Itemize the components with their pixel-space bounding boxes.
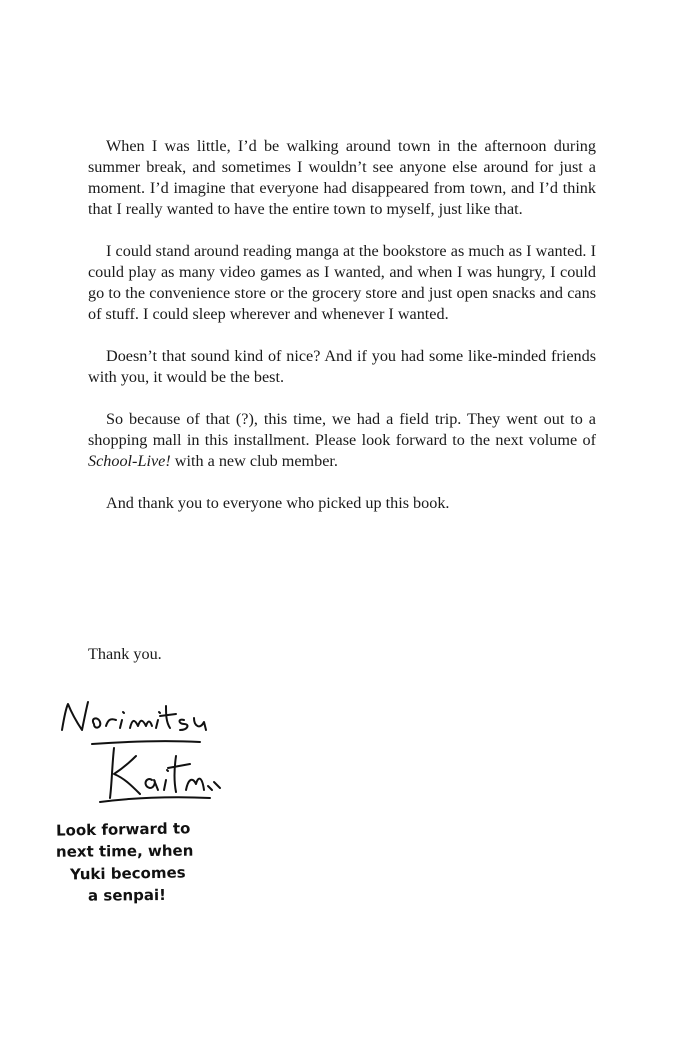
paragraph-3: Doesn’t that sound kind of nice? And if you had some like-minded friends with you, it would be the best. [88, 347, 596, 386]
author-signature [50, 690, 240, 810]
handwritten-note-line: Yuki becomes [69, 863, 186, 884]
paragraph-4-text-after: with a new club member. [170, 452, 338, 470]
paragraph-5: And thank you to everyone who picked up this book. [106, 494, 450, 512]
paragraph-4 [88, 409, 596, 472]
paragraph-4-text-before: So because of that (?), this time, we had a field trip. They went out to a shopping mall in this installment. Please look forward to the next volume of [88, 410, 596, 449]
handwritten-note-line: next time, when [55, 841, 194, 861]
closing-line: Thank you. [88, 645, 162, 663]
book-title: School-Live! [88, 452, 171, 470]
paragraph-1: When I was little, I’d be walking around town in the afternoon during summer break, and sometimes I wouldn’t see anyone else around for just a moment. I’d imagine that everyone had disappeared from town, and I’d think that I really wanted to have the entire town to myself, just like that. [88, 137, 596, 218]
handwritten-note-line: Look forward to [55, 819, 191, 840]
handwritten-note [50, 818, 240, 906]
afterword-body [88, 136, 596, 535]
paragraph-2: I could stand around reading manga at the bookstore as much as I wanted. I could play as many video games as I wanted, and when I was hungry, I could go to the convenience store or the grocery store and just open snacks and cans of stuff. I could sleep wherever and whenever I wanted. [88, 242, 596, 323]
handwritten-note-line: a senpai! [87, 885, 167, 905]
